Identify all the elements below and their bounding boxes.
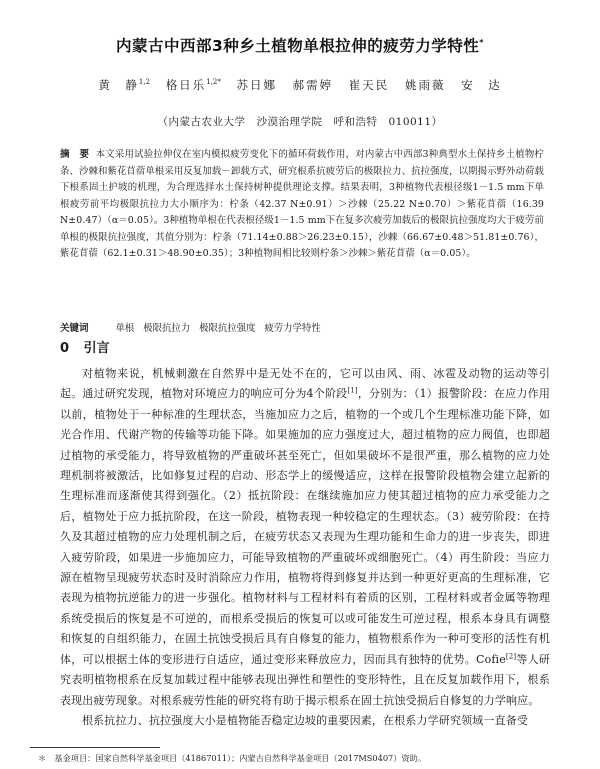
title-text: 内蒙古中西部3种乡土植物单根拉伸的疲劳力学特性 <box>116 37 480 55</box>
citation: [1] <box>347 386 358 395</box>
section-number: 0 <box>60 341 70 356</box>
title-footnote-mark: * <box>479 37 484 47</box>
section-heading <box>60 337 260 356</box>
citation: [2] <box>505 652 517 661</box>
keyword: 极限抗拉强度 <box>199 323 256 334</box>
abstract-text: 本文采用试验拉伸仪在室内模拟疲劳变化下的循环荷载作用，对内蒙古中西部3种典型水土保持乡土植物柠条、沙棘和紫花苜蓿单根采用反复加载－卸载方式，研究根系抗疲劳后的极限拉力、抗拉强度，以期揭示野外动荷载下根系固土护坡的机理，为合理选择水土保持树种提供理论支撑。结果表明，3种植物代表根径级1－1.5 mm下单根疲劳前平均极限抗拉力大小顺序为：柠条（42.37 N±0.91）＞沙棘（25.22 N±0.70）＞紫花苜蓿（16.39 N±0.47）（α＝0.05）。3种植物单根在代表根径级1－1.5 mm下在复多次疲劳加载后的极限抗拉强度均大于疲劳前单根的极限抗拉强度，其值分别为：柠条（71.14±0.88＞26.23±0.15），沙棘（66.67±0.48＞51.81±0.76），紫花苜蓿（62.1±0.31＞48.90±0.35）；3种植物间相比较则柠条＞沙棘＞紫花苜蓿（α＝0.05）。 <box>60 149 544 259</box>
footnote-rule <box>30 747 160 748</box>
author: 黄 静$^{1,2}$ <box>98 78 151 92</box>
author: 姚雨薇 <box>404 78 446 92</box>
paper-title <box>40 34 560 56</box>
footnote: ＊ 基金项目：国家自然科学基金项目（41867011）；内蒙古自然科学基金项目（2017MS0407）资助。 <box>38 753 426 763</box>
keywords <box>60 321 544 337</box>
keywords-label: 关键词 <box>60 323 89 334</box>
author: 崔天民 <box>348 78 390 92</box>
keyword: 极限抗拉力 <box>143 323 191 334</box>
body-text <box>60 364 550 731</box>
keyword: 单根 <box>115 323 135 334</box>
abstract <box>60 147 544 263</box>
author: 苏日娜 <box>236 78 277 92</box>
paragraph: 对植物来说，机械刺激在自然界中是无处不在的，它可以由风、雨、冰雹及动物的运动等引起。通过研究发现，植物对环境应力的响应可分为4个阶段[1]，分别为：（1）报警阶段：在应力作用以前，植物处于一种标准的生理状态，当施加应力之后，植物的一个或几个生理标准功能下降，如光合作用、代谢产物的传输等功能下降。如果施加的应力强度过大，超过植物的应力阀值，也即超过植物的承受能力，将导致植物的严重破坏甚至死亡，但如果破坏不是很严重，那么植物的应力处理机制将被激活，比如修复过程的启动、形态学上的缓慢适应，这样在报警阶段植物会建立起新的生理标准而逐渐使其得到强化。（2）抵抗阶段：在继续施加应力使其超过植物的应力承受能力之后，植物处于应力抵抗阶段，在这一阶段，植物表现一种较稳定的生理状态。（3）疲劳阶段：在持久及其超过植物的应力处理机制之后，在疲劳状态又表现为生理功能和生命力的进一步丧失，即进入疲劳阶段，如果进一步施加应力，可能导致植物的严重破坏或细胞死亡。（4）再生阶段：当应力源在植物呈现疲劳状态时及时消除应力作用，植物将得到修复并达到一种更好更高的生理标准，它表现为植物抗逆能力的进一步强化。植物材料与工程材料有着质的区别，工程材料或者金属等物理系统受损后的恢复是不可逆的，而根系受损后的恢复可以或可能发生可逆过程，根系本身具有调整和恢复的自组织能力，在固土抗蚀受损后具有自修复的能力，植物根系作为一种可变形的活性有机体，可以根据土体的变形进行自适应，通过变形来释放应力，因而具有独特的优势。Cofie[2]等人研究表明植物根系在反复加载过程中能够表现出弹性和塑性的变形特性，且在反复加载作用下，根系表现出疲劳现象。对根系疲劳性能的研究将有助于揭示根系在固土抗蚀受损后自修复的力学响应。 <box>60 367 550 707</box>
author: 郝需婷 <box>292 78 334 92</box>
author: 安 达 <box>461 78 502 92</box>
affiliation: （内蒙古农业大学 沙漠治理学院 呼和浩特 010011） <box>157 116 443 128</box>
abstract-label: 摘 要 <box>60 149 90 160</box>
author-list <box>60 77 540 93</box>
section-title: 引言 <box>83 341 110 356</box>
paragraph: 根系抗拉力、抗拉强度大小是植物能否稳定边坡的重要因素，在根系力学研究领域一直备受 <box>82 713 528 727</box>
author: 格日乐$^{1,2*}$ <box>165 78 221 92</box>
keyword: 疲劳力学特性 <box>264 323 321 334</box>
